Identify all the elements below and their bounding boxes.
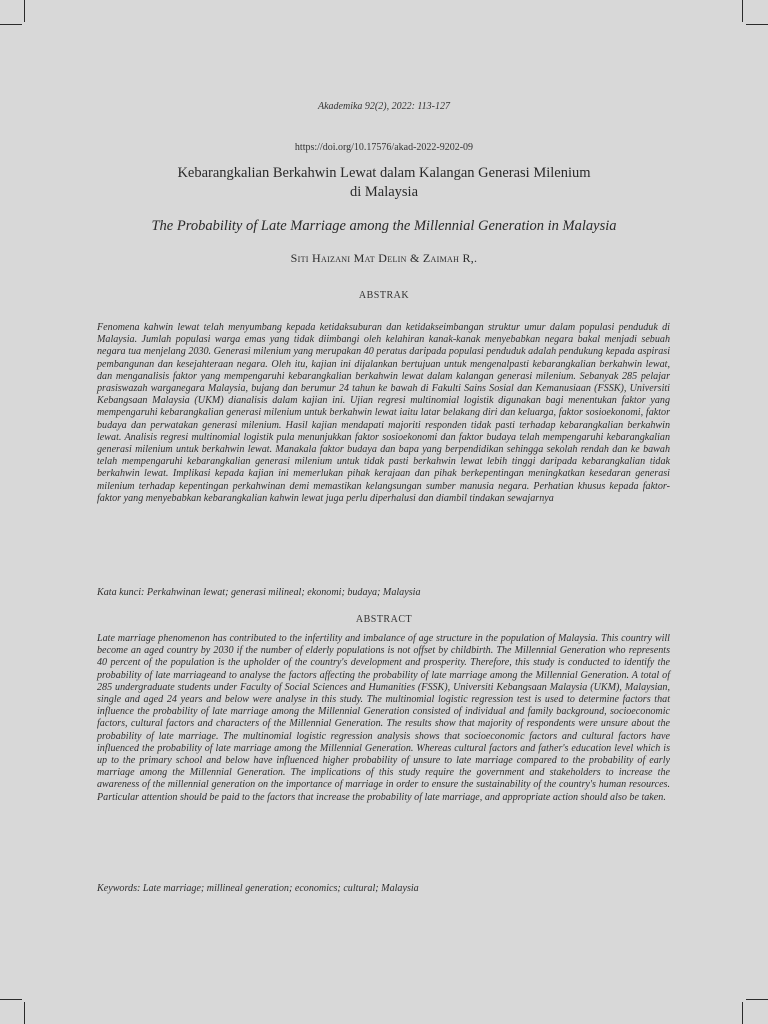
abstract-body: Late marriage phenomenon has contributed to the infertility and imbalance of age structure in the population of Malaysia. This country will become an aged country by 2030 if the number of elderly populations is not offset by childbirth. The Millennial Generation who represents 40 percent of the population is the upholder of the country's development and prosperity. Therefore, this study is conducted to identify the probability of late marriageand to analyse the factors affecting the probability of late marriage among the Millennial Generation. A total of 285 undergraduate students under Faculty of Social Sciences and Humanities (FSSK), Universiti Kebangsaan Malaysia (UKM), Malaysian, single and aged 24 years and below were analyse in this study. The multinomial logistic regression test is used to determine factors that influence the probability of late marriage among the Millennial Generation consisted of individual and family background, socioeconomic factors, cultural factors and characters of the Millennial Generation. The results show that majority of respondents were unsure about the probability of late marriage. The multinomial logistic regression analysis shows that socioeconomic factors and cultural factors have influenced the probability of late marriage among the Millennial Generation. Whereas cultural factors and father's education level which is up to the primary school and below have influenced higher probability of unsure to late marriage compared to the probability of early marriage among the Millennial Generation. The implications of this study require the government and stakeholders to increase the awareness of the millennial generation on the importance of marriage in order to ensure the sustainability of the country's human resources. Particular attention should be paid to the factors that increase the probability of late marriage, and appropriate action should also be taken. <box>97 633 670 803</box>
kata-kunci: Kata kunci: Perkahwinan lewat; generasi milineal; ekonomi; budaya; Malaysia <box>97 587 421 598</box>
title-malay-line-1: Kebarangkalian Berkahwin Lewat dalam Kalangan Generasi Milenium <box>177 165 591 181</box>
title-malay <box>0 164 768 202</box>
doi-link[interactable]: https://doi.org/10.17576/akad-2022-9202-09 <box>294 142 474 153</box>
abstrak-body: Fenomena kahwin lewat telah menyumbang kepada ketidaksuburan dan ketidakseimbangan struktur umur dalam populasi penduduk di Malaysia. Jumlah populasi warga emas yang tidak diimbangi oleh kelahiran kanak-kanak menyebabkan negara bakal menjadi sebuah negara tua menjelang 2030. Generasi milenium yang merupakan 40 peratus daripada populasi penduduk adalah pendukung kepada aspirasi pembangunan dan kesejahteraan negara. Oleh itu, kajian ini dijalankan bertujuan untuk mengenalpasti kebarangkalian berkahwin lewat, dan menganalisis faktor yang mempengaruhi kebarangkalian berkahwin lewat dalam kalangan generasi milenium. Sebanyak 285 pelajar prasiswazah warganegara Malaysia, bujang dan berumur 24 tahun ke bawah di Fakulti Sains Sosial dan Kemanusiaan (FSSK), Universiti Kebangsaan Malaysia (UKM) dianalisis dalam kajian ini. Ujian regresi multinomial logistik digunakan bagi menentukan faktor yang mempengaruhi kebarangkalian generasi milenium untuk berkahwin lewat iaitu latar belakang diri dan keluarga, faktor sosioekonomi, faktor budaya dan perwatakan generasi milenium. Hasil kajian mendapati majoriti responden tidak pasti terhadap kebarangkalian berkahwin lewat. Analisis regresi multinomial logistik pula menunjukkan faktor sosioekonomi dan faktor budaya telah mempengaruhi kebarangkalian generasi milenium untuk berkahwin lewat. Manakala faktor budaya dan bapa yang berpendidikan sehingga sekolah rendah dan ke bawah telah mempengaruhi kebarangkalian generasi milenium untuk tidak pasti berkahwin lewat lebih tinggi daripada kebarangkalian tidak berkahwin lewat. Implikasi kepada kajian ini memerlukan pihak kerajaan dan pihak berkepentingan meningkatkan kesedaran generasi milenium terhadap kepentingan perkahwinan demi memastikan kelangsungan sumber manusia negara. Perhatian khusus kepada faktor-faktor yang menyebabkan kebarangkalian kahwin lewat juga perlu diperhalusi dan diambil tindakan sewajarnya <box>97 322 670 504</box>
title-malay-line-2: di Malaysia <box>349 184 419 200</box>
abstract-heading: ABSTRACT <box>355 614 413 625</box>
title-english: The Probability of Late Marriage among the Millennial Generation in Malaysia <box>151 218 617 234</box>
journal-reference: Akademika 92(2), 2022: 113-127 <box>317 101 450 112</box>
keywords: Keywords: Late marriage; millineal generation; economics; cultural; Malaysia <box>97 883 419 894</box>
authors: Siti Haizani Mat Delin & Zaimah R,. <box>290 251 478 265</box>
abstrak-heading: ABSTRAK <box>358 290 410 301</box>
